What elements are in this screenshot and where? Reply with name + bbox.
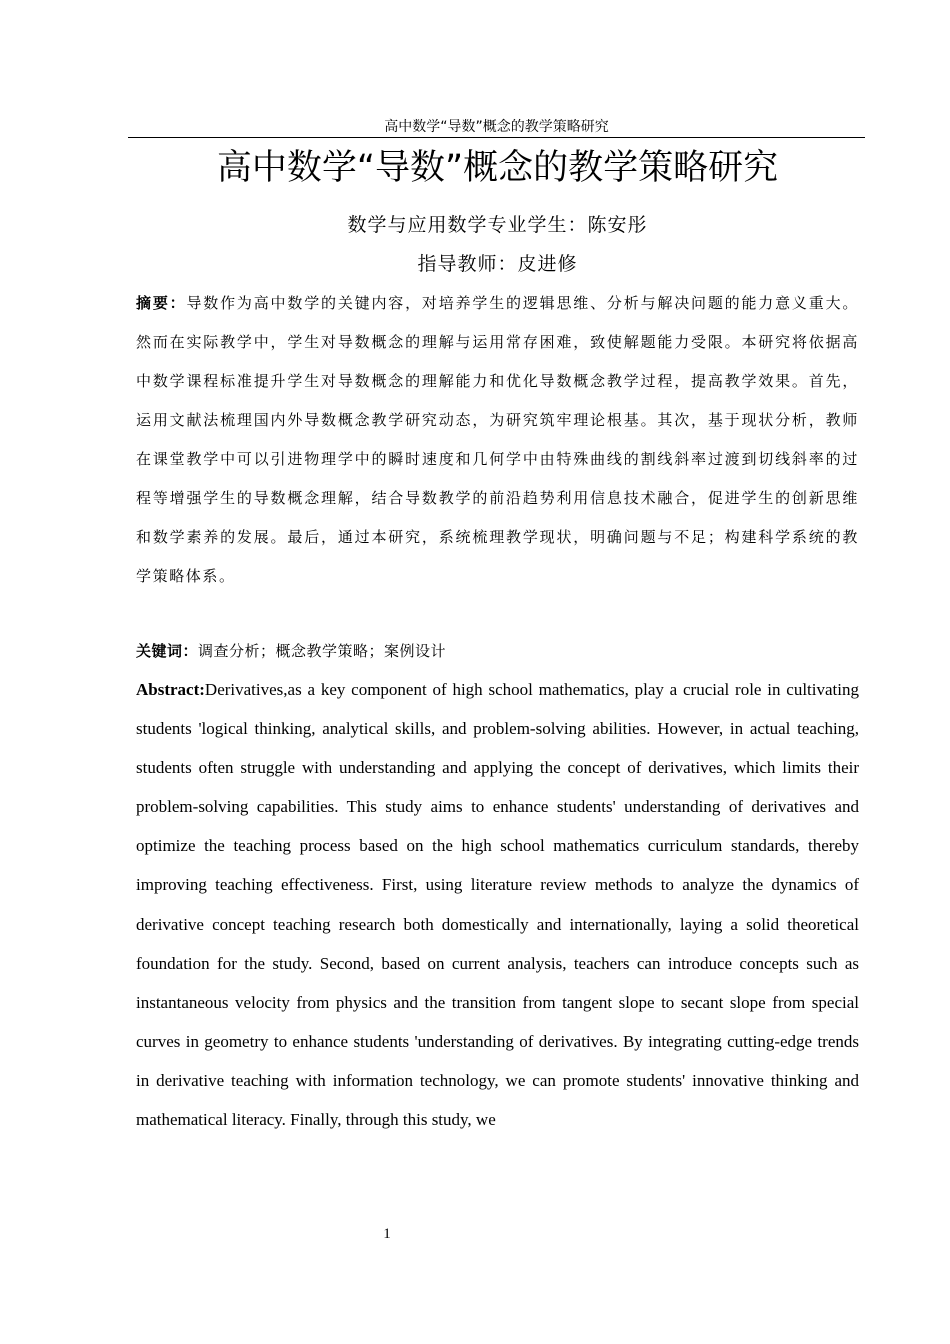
author-line: 数学与应用数学专业学生：陈安彤	[347, 214, 648, 236]
advisor-line: 指导教师：皮进修	[417, 253, 578, 275]
page-number: 1	[383, 1226, 391, 1242]
english-abstract-text: Derivatives,as a key component of high school mathematics, play a crucial role in cultivating students 'logical thinking, analytical skills, and problem-solving abilities. However, in actual teaching, students often struggle with understanding and applying the concept of derivatives, which limits their problem-solving capabilities. This study aims to enhance students' understanding of derivatives and optimize the teaching process based on the high school mathematics curriculum standards, thereby improving teaching effectiveness. First, using literature review methods to analyze the dynamics of derivative concept teaching research both domestically and internationally, laying a solid theoretical foundation for the study. Second, based on current analysis, teachers can introduce concepts such as instantaneous velocity from physics and the transition from tangent slope to secant slope from special curves in geometry to enhance students 'understanding of derivatives. By integrating cutting-edge trends in derivative teaching with information technology, we can promote students' innovative thinking and mathematical literacy. Finally, through this study, we	[136, 680, 859, 1130]
header-divider	[128, 137, 865, 138]
chinese-abstract	[136, 284, 859, 596]
chinese-abstract-label: 摘要：	[136, 294, 187, 312]
english-abstract	[136, 670, 859, 1139]
chinese-abstract-text: 导数作为高中数学的关键内容，对培养学生的逻辑思维、分析与解决问题的能力意义重大。然而在实际教学中，学生对导数概念的理解与运用常存困难，致使解题能力受限。本研究将依据高中数学课程标准提升学生对导数概念的理解能力和优化导数概念教学过程，提高教学效果。首先，运用文献法梳理国内外导数概念教学研究动态，为研究筑牢理论根基。其次，基于现状分析，教师在课堂教学中可以引进物理学中的瞬时速度和几何学中由特殊曲线的割线斜率过渡到切线斜率的过程等增强学生的导数概念理解，结合导数教学的前沿趋势利用信息技术融合，促进学生的创新思维和数学素养的发展。最后，通过本研究，系统梳理教学现状，明确问题与不足；构建科学系统的教学策略体系。	[136, 294, 859, 585]
keywords-label: 关键词：	[136, 642, 199, 660]
page-title: 高中数学“导数”概念的教学策略研究	[216, 148, 779, 188]
running-header: 高中数学“导数”概念的教学策略研究	[384, 119, 609, 135]
english-abstract-label: Abstract:	[136, 680, 205, 699]
keywords	[136, 636, 859, 666]
keywords-text: 调查分析；概念教学策略；案例设计	[198, 642, 447, 660]
